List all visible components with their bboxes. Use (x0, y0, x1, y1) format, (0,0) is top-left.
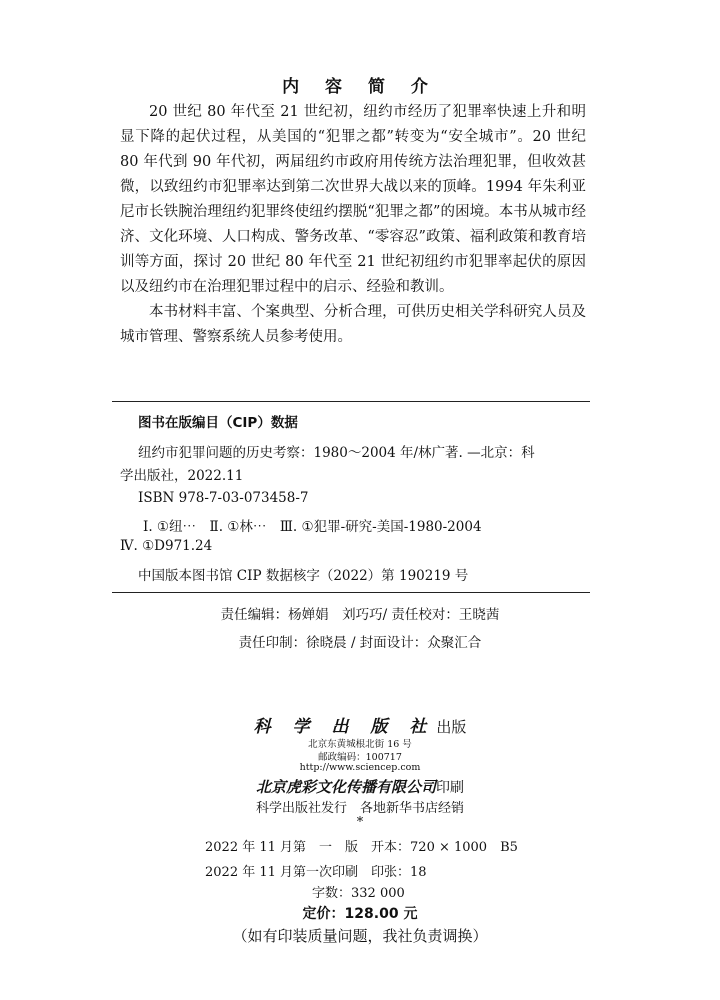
separator-asterisk: * (356, 815, 364, 830)
publisher-website: http://www.sciencep.com (299, 762, 421, 773)
publisher-address: 北京东黄城根北街 16 号 (308, 739, 412, 750)
price-line: 定价：128.00 元 (302, 906, 418, 922)
cip-top-rule (112, 401, 590, 402)
credits-editors: 责任编辑：杨婵娟 刘巧巧/ 责任校对：王晓茜 (220, 607, 500, 623)
publisher-suffix: 出版 (436, 718, 467, 736)
edition-line: 2022 年 11 月第 一 版 开本：720 × 1000 B5 (205, 840, 518, 855)
summary-title: 内 容 简 介 (282, 77, 438, 97)
cip-title-line-2: 学出版社，2022.11 (120, 468, 244, 484)
cip-subject-line-2: Ⅳ. ①D971.24 (120, 538, 213, 554)
cip-title-line-1: 纽约市犯罪问题的历史考察：1980～2004 年/林广著. —北京：科 (138, 445, 535, 461)
printer-name: 北京虎彩文化传播有限公司 (255, 778, 436, 796)
quality-notice: （如有印装质量问题，我社负责调换） (232, 927, 488, 945)
summary-paragraph-1: 20 世纪 80 年代至 21 世纪初，纽约市经历了犯罪率快速上升和明显下降的起伏过程，从美国的“犯罪之都”转变为“安全城市”。20 世纪 80 年代到 90 年代初，两届纽约市政府用传统方法治理犯罪，但收效甚微，以致纽约市犯罪率达到第二次世界大战以来的顶峰。1994 年朱利亚尼市长铁腕治理纽约犯罪终使纽约摆脱“犯罪之都”的困境。本书从城市经济、文化环境、人口构成、警务改革、“零容忍”政策、福利政策和教育培训等方面，探讨 20 世纪 80 年代至 21 世纪初纽约市犯罪率起伏的原因以及纽约市在治理犯罪过程中的启示、经验和教训。 (120, 104, 586, 295)
summary-paragraph-2: 本书材料丰富、个案典型、分析合理，可供历史相关学科研究人员及城市管理、警察系统人员参考使用。 (120, 304, 586, 345)
distribution-line: 科学出版社发行 各地新华书店经销 (255, 801, 464, 816)
printer-line (0, 776, 720, 797)
publisher-line (0, 712, 720, 737)
publisher-name: 科 学 出 版 社 (253, 717, 435, 737)
cip-isbn: ISBN 978-7-03-073458-7 (138, 490, 309, 506)
cip-heading: 图书在版编目（CIP）数据 (138, 415, 298, 431)
summary-body (120, 100, 586, 350)
printer-suffix: 印刷 (436, 780, 464, 796)
word-count-line: 字数：332 000 (312, 886, 405, 901)
printing-line: 2022 年 11 月第一次印刷 印张：18 (205, 865, 427, 880)
cip-bottom-rule (112, 592, 590, 593)
credits-production: 责任印制：徐晓晨 / 封面设计：众聚汇合 (238, 635, 482, 651)
publisher-postcode: 邮政编码：100717 (318, 752, 402, 763)
cip-catalog-number: 中国版本图书馆 CIP 数据核字（2022）第 190219 号 (138, 568, 469, 584)
cip-subject-line-1: Ⅰ. ①纽⋯ Ⅱ. ①林⋯ Ⅲ. ①犯罪-研究-美国-1980-2004 (143, 519, 482, 535)
